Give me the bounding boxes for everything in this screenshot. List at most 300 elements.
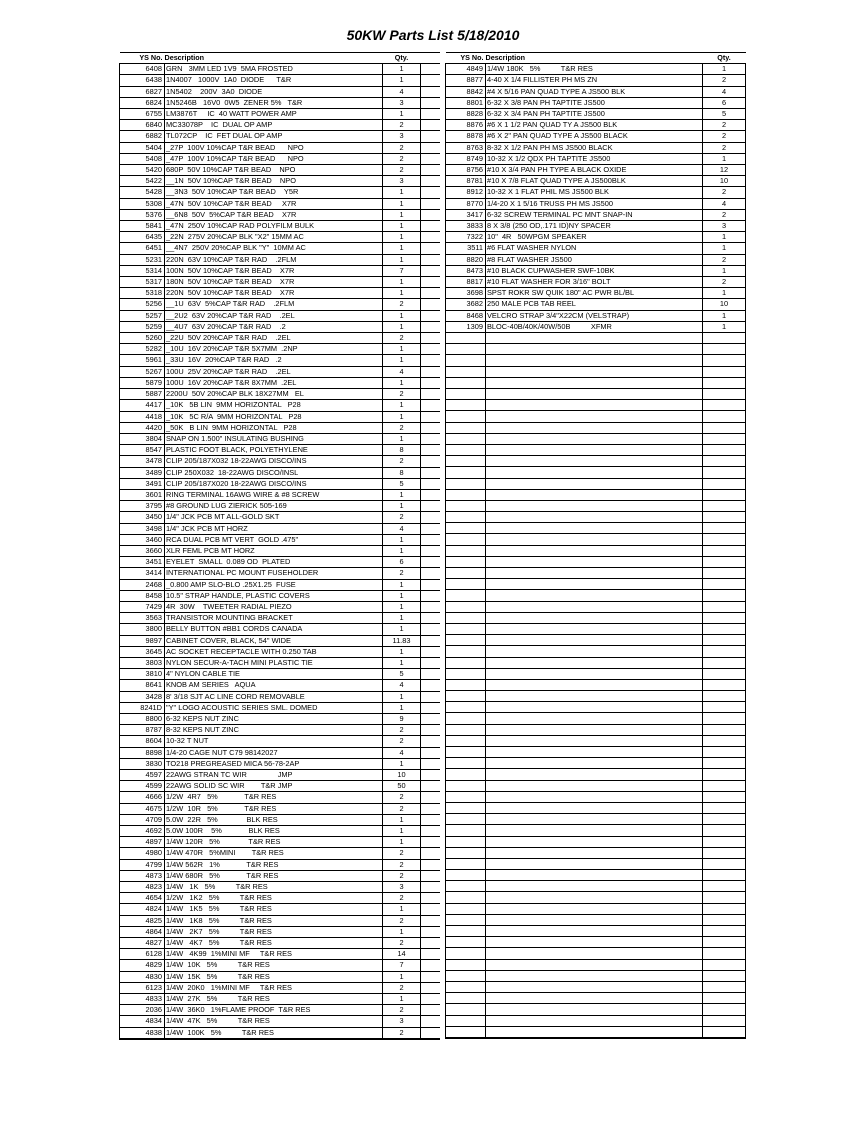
- description-cell: [486, 545, 703, 556]
- qty-cell: 4: [383, 680, 421, 691]
- description-cell: GRN 3MM LED 1V9 5MA FROSTED: [165, 64, 383, 75]
- ys-number-cell: 8458: [120, 590, 165, 601]
- ys-number-cell: 5404: [120, 142, 165, 153]
- description-cell: 180N 50V 10%CAP T&R BEAD X7R: [165, 277, 383, 288]
- description-cell: [486, 422, 703, 433]
- qty-cell: 4: [383, 366, 421, 377]
- description-cell: 1/4W 4K99 1%MINI MF T&R RES: [165, 949, 383, 960]
- table-row: [120, 198, 440, 209]
- ys-number-cell: [446, 780, 486, 791]
- description-cell: 6-32 SCREW TERMINAL PC MNT SNAP-IN: [486, 209, 703, 220]
- ys-number-cell: 8876: [446, 120, 486, 131]
- table-row: [120, 310, 440, 321]
- ys-number-cell: 4420: [120, 422, 165, 433]
- empty-table-row: [446, 344, 746, 355]
- table-row: [120, 624, 440, 635]
- ys-number-cell: [446, 366, 486, 377]
- empty-table-row: [446, 713, 746, 724]
- spacer-cell: [421, 310, 440, 321]
- ys-number-cell: 5282: [120, 344, 165, 355]
- table-row: [120, 411, 440, 422]
- qty-cell: 1: [383, 75, 421, 86]
- ys-number-cell: 3478: [120, 456, 165, 467]
- ys-number-cell: 6840: [120, 120, 165, 131]
- table-row: [446, 321, 746, 332]
- ys-number-cell: 3498: [120, 523, 165, 534]
- spacer-cell: [421, 702, 440, 713]
- description-cell: [486, 981, 703, 992]
- spacer-cell: [421, 445, 440, 456]
- ys-number-cell: 3804: [120, 433, 165, 444]
- qty-cell: 1: [383, 400, 421, 411]
- description-cell: [486, 769, 703, 780]
- qty-cell: 1: [383, 613, 421, 624]
- qty-cell: 2: [383, 153, 421, 164]
- table-row: [446, 176, 746, 187]
- ys-number-cell: [446, 657, 486, 668]
- qty-cell: 1: [383, 545, 421, 556]
- table-row: [120, 792, 440, 803]
- description-cell: _50K B LIN 9MM HORIZONTAL P28: [165, 422, 383, 433]
- ys-number-cell: 8468: [446, 310, 486, 321]
- description-cell: [486, 802, 703, 813]
- table-row: [120, 770, 440, 781]
- description-cell: [486, 433, 703, 444]
- description-cell: [486, 791, 703, 802]
- description-cell: INTERNATIONAL PC MOUNT FUSEHOLDER: [165, 568, 383, 579]
- description-cell: _10U 16V 20%CAP T&R 5X7MM .2NP: [165, 344, 383, 355]
- description-cell: LM3876T IC 40 WATT POWER AMP: [165, 109, 383, 120]
- qty-cell: 2: [383, 389, 421, 400]
- qty-cell: 7: [383, 960, 421, 971]
- qty-cell: 2: [383, 299, 421, 310]
- ys-number-cell: 4897: [120, 837, 165, 848]
- qty-cell: 50: [383, 781, 421, 792]
- ys-number-cell: 8770: [446, 198, 486, 209]
- qty-cell: 2: [383, 736, 421, 747]
- qty-cell: 2: [383, 456, 421, 467]
- description-cell: [486, 1004, 703, 1015]
- empty-table-row: [446, 914, 746, 925]
- ys-number-cell: 8787: [120, 725, 165, 736]
- ys-number-cell: 6755: [120, 109, 165, 120]
- spacer-cell: [421, 848, 440, 859]
- spacer-cell: [421, 523, 440, 534]
- ys-number-cell: [446, 635, 486, 646]
- description-cell: [486, 411, 703, 422]
- ys-number-cell: [446, 769, 486, 780]
- spacer-cell: [421, 680, 440, 691]
- table-row: [120, 680, 440, 691]
- ys-number-cell: 8473: [446, 265, 486, 276]
- spacer-cell: [421, 344, 440, 355]
- qty-cell: 2: [383, 120, 421, 131]
- empty-table-row: [446, 926, 746, 937]
- table-row: [120, 781, 440, 792]
- table-row: [120, 64, 440, 75]
- ys-number-cell: 5317: [120, 277, 165, 288]
- table-row: [120, 389, 440, 400]
- table-row: [120, 75, 440, 86]
- description-cell: [486, 926, 703, 937]
- spacer-cell: [421, 982, 440, 993]
- spacer-cell: [421, 893, 440, 904]
- table-row: [120, 456, 440, 467]
- qty-cell: [703, 344, 746, 355]
- description-cell: [486, 679, 703, 690]
- description-cell: 8-32 KEPS NUT ZINC: [165, 725, 383, 736]
- table-row: [120, 1005, 440, 1016]
- col-header-spacer: [421, 53, 440, 64]
- qty-cell: [703, 568, 746, 579]
- ys-number-cell: 4599: [120, 781, 165, 792]
- spacer-cell: [421, 915, 440, 926]
- ys-number-cell: [446, 433, 486, 444]
- description-cell: [486, 702, 703, 713]
- description-cell: 1/4" JCK PCB MT HORZ: [165, 523, 383, 534]
- ys-number-cell: [446, 791, 486, 802]
- qty-cell: 2: [383, 848, 421, 859]
- table-row: [446, 165, 746, 176]
- ys-number-cell: 5841: [120, 221, 165, 232]
- description-cell: VELCRO STRAP 3/4"X22CM (VELSTRAP): [486, 310, 703, 321]
- spacer-cell: [421, 501, 440, 512]
- ys-number-cell: 6123: [120, 982, 165, 993]
- table-row: [120, 960, 440, 971]
- qty-cell: 6: [703, 97, 746, 108]
- spacer-cell: [421, 489, 440, 500]
- ys-number-cell: [446, 422, 486, 433]
- description-cell: BELLY BUTTON #BB1 CORDS CANADA: [165, 624, 383, 635]
- table-row: [120, 657, 440, 668]
- spacer-cell: [421, 86, 440, 97]
- ys-number-cell: [446, 825, 486, 836]
- qty-cell: 1: [703, 153, 746, 164]
- ys-number-cell: 3601: [120, 489, 165, 500]
- ys-number-cell: 4799: [120, 859, 165, 870]
- ys-number-cell: 3803: [120, 657, 165, 668]
- description-cell: [486, 970, 703, 981]
- ys-number-cell: [446, 444, 486, 455]
- table-row: [120, 366, 440, 377]
- spacer-cell: [421, 814, 440, 825]
- qty-cell: 1: [383, 344, 421, 355]
- qty-cell: [703, 691, 746, 702]
- table-row: [120, 557, 440, 568]
- qty-cell: 1: [703, 310, 746, 321]
- ys-number-cell: [446, 456, 486, 467]
- ys-number-cell: [446, 612, 486, 623]
- spacer-cell: [421, 366, 440, 377]
- qty-cell: [703, 836, 746, 847]
- description-cell: 1/4W 100K 5% T&R RES: [165, 1027, 383, 1039]
- table-row: [120, 971, 440, 982]
- empty-table-row: [446, 1015, 746, 1026]
- qty-cell: 4: [703, 86, 746, 97]
- table-row: [120, 142, 440, 153]
- qty-cell: [703, 355, 746, 366]
- ys-number-cell: 3428: [120, 691, 165, 702]
- qty-cell: [703, 377, 746, 388]
- qty-cell: [703, 903, 746, 914]
- spacer-cell: [421, 691, 440, 702]
- ys-number-cell: 4709: [120, 814, 165, 825]
- ys-number-cell: 8241D: [120, 702, 165, 713]
- qty-cell: [703, 545, 746, 556]
- qty-cell: 1: [703, 321, 746, 332]
- empty-table-row: [446, 735, 746, 746]
- description-cell: 1/4W 562R 1% T&R RES: [165, 859, 383, 870]
- description-cell: _10K 5C R/A 9MM HORIZONTAL P28: [165, 411, 383, 422]
- col-header-ys-no: YS No.: [446, 53, 486, 64]
- description-cell: 1/4-20 X 1 5/16 TRUSS PH MS JS500: [486, 198, 703, 209]
- ys-number-cell: [446, 679, 486, 690]
- table-row: [120, 814, 440, 825]
- description-cell: __1N 50V 10%CAP T&R BEAD NPO: [165, 176, 383, 187]
- qty-cell: [703, 735, 746, 746]
- table-row: [446, 187, 746, 198]
- ys-number-cell: [446, 523, 486, 534]
- spacer-cell: [421, 971, 440, 982]
- qty-cell: [703, 758, 746, 769]
- description-cell: 10" 4R 50WPGM SPEAKER: [486, 232, 703, 243]
- description-cell: [486, 993, 703, 1004]
- description-cell: 22AWG STRAN TC WIR JMP: [165, 770, 383, 781]
- ys-number-cell: 3489: [120, 467, 165, 478]
- qty-cell: [703, 556, 746, 567]
- ys-number-cell: [446, 389, 486, 400]
- qty-cell: 1: [383, 232, 421, 243]
- qty-cell: [703, 1015, 746, 1026]
- qty-cell: 1: [383, 355, 421, 366]
- spacer-cell: [421, 657, 440, 668]
- spacer-cell: [421, 534, 440, 545]
- ys-number-cell: 5408: [120, 153, 165, 164]
- qty-cell: [703, 993, 746, 1004]
- description-cell: #6 X 1 1/2 PAN QUAD TY A JS500 BLK: [486, 120, 703, 131]
- qty-cell: [703, 489, 746, 500]
- ys-number-cell: 8547: [120, 445, 165, 456]
- description-cell: [486, 500, 703, 511]
- spacer-cell: [421, 75, 440, 86]
- qty-cell: [703, 724, 746, 735]
- spacer-cell: [421, 265, 440, 276]
- ys-number-cell: 6128: [120, 949, 165, 960]
- qty-cell: [703, 679, 746, 690]
- empty-table-row: [446, 993, 746, 1004]
- ys-number-cell: [446, 870, 486, 881]
- table-row: [120, 512, 440, 523]
- table-row: [120, 131, 440, 142]
- qty-cell: 1: [383, 277, 421, 288]
- description-cell: [486, 590, 703, 601]
- qty-cell: [703, 858, 746, 869]
- qty-cell: 1: [383, 579, 421, 590]
- description-cell: 1/4W 1K 5% T&R RES: [165, 882, 383, 893]
- spacer-cell: [421, 131, 440, 142]
- description-cell: 1/4" JCK PCB MT ALL-GOLD SKT: [165, 512, 383, 523]
- table-row: [120, 949, 440, 960]
- spacer-cell: [421, 232, 440, 243]
- ys-number-cell: 4849: [446, 64, 486, 75]
- ys-number-cell: 3451: [120, 557, 165, 568]
- qty-cell: [703, 780, 746, 791]
- description-cell: 4-40 X 1/4 FILLISTER PH MS ZN: [486, 75, 703, 86]
- description-cell: [486, 836, 703, 847]
- spacer-cell: [421, 456, 440, 467]
- spacer-cell: [421, 1027, 440, 1039]
- description-cell: RING TERMINAL 16AWG WIRE & #8 SCREW: [165, 489, 383, 500]
- empty-table-row: [446, 724, 746, 735]
- table-row: [120, 254, 440, 265]
- ys-number-cell: 3810: [120, 669, 165, 680]
- qty-cell: [703, 467, 746, 478]
- description-cell: [486, 601, 703, 612]
- qty-cell: 1: [383, 590, 421, 601]
- ys-number-cell: [446, 881, 486, 892]
- ys-number-cell: 3417: [446, 209, 486, 220]
- empty-table-row: [446, 456, 746, 467]
- empty-table-row: [446, 489, 746, 500]
- qty-cell: 1: [383, 646, 421, 657]
- ys-number-cell: 7322: [446, 232, 486, 243]
- description-cell: 1/4-20 CAGE NUT C79 98142027: [165, 747, 383, 758]
- table-row: [120, 758, 440, 769]
- qty-cell: [703, 411, 746, 422]
- table-row: [120, 982, 440, 993]
- description-cell: _47P 100V 10%CAP T&R BEAD NPO: [165, 153, 383, 164]
- ys-number-cell: 8817: [446, 277, 486, 288]
- ys-number-cell: 3563: [120, 613, 165, 624]
- qty-cell: 14: [383, 949, 421, 960]
- qty-cell: 1: [383, 657, 421, 668]
- description-cell: _22U 50V 20%CAP T&R RAD .2EL: [165, 333, 383, 344]
- spacer-cell: [421, 781, 440, 792]
- description-cell: 4" NYLON CABLE TIE: [165, 669, 383, 680]
- qty-cell: 2: [383, 915, 421, 926]
- table-row: [120, 445, 440, 456]
- qty-cell: 1: [703, 243, 746, 254]
- spacer-cell: [421, 870, 440, 881]
- qty-cell: 1: [383, 198, 421, 209]
- description-cell: [486, 870, 703, 881]
- description-cell: [486, 333, 703, 344]
- spacer-cell: [421, 377, 440, 388]
- ys-number-cell: [446, 556, 486, 567]
- ys-number-cell: [446, 914, 486, 925]
- spacer-cell: [421, 568, 440, 579]
- description-cell: [486, 937, 703, 948]
- empty-table-row: [446, 646, 746, 657]
- ys-number-cell: 4873: [120, 870, 165, 881]
- qty-cell: 2: [703, 209, 746, 220]
- ys-number-cell: [446, 344, 486, 355]
- description-cell: 1/4W 180K 5% T&R RES: [486, 64, 703, 75]
- spacer-cell: [421, 422, 440, 433]
- ys-number-cell: [446, 814, 486, 825]
- table-row: [446, 109, 746, 120]
- qty-cell: 1: [383, 377, 421, 388]
- qty-cell: 1: [383, 501, 421, 512]
- qty-cell: 4: [383, 747, 421, 758]
- table-row: [120, 646, 440, 657]
- qty-cell: 2: [383, 893, 421, 904]
- ys-number-cell: 4418: [120, 411, 165, 422]
- spacer-cell: [421, 590, 440, 601]
- table-row: [446, 86, 746, 97]
- qty-cell: 2: [383, 803, 421, 814]
- table-row: [120, 994, 440, 1005]
- ys-number-cell: 4597: [120, 770, 165, 781]
- table-header: [446, 53, 746, 64]
- ys-number-cell: 8749: [446, 153, 486, 164]
- qty-cell: [703, 523, 746, 534]
- spacer-cell: [421, 355, 440, 366]
- ys-number-cell: [446, 489, 486, 500]
- qty-cell: 1: [383, 691, 421, 702]
- qty-cell: [703, 389, 746, 400]
- description-cell: [486, 948, 703, 959]
- ys-number-cell: 4417: [120, 400, 165, 411]
- table-row: [120, 826, 440, 837]
- parts-table-right-body: [446, 64, 746, 1038]
- qty-cell: 1: [383, 624, 421, 635]
- spacer-cell: [421, 97, 440, 108]
- description-cell: 1/4W 680R 5% T&R RES: [165, 870, 383, 881]
- parts-table-left: [119, 52, 440, 1040]
- qty-cell: [703, 747, 746, 758]
- ys-number-cell: 9897: [120, 635, 165, 646]
- qty-cell: 1: [383, 411, 421, 422]
- qty-cell: [703, 926, 746, 937]
- qty-cell: [703, 444, 746, 455]
- ys-number-cell: [446, 668, 486, 679]
- spacer-cell: [421, 904, 440, 915]
- table-row: [120, 288, 440, 299]
- empty-table-row: [446, 411, 746, 422]
- table-row: [120, 1027, 440, 1039]
- table-row: [446, 243, 746, 254]
- description-cell: [486, 579, 703, 590]
- spacer-cell: [421, 624, 440, 635]
- qty-cell: 3: [383, 131, 421, 142]
- ys-number-cell: 8763: [446, 142, 486, 153]
- ys-number-cell: 8842: [446, 86, 486, 97]
- empty-table-row: [446, 881, 746, 892]
- ys-number-cell: 8898: [120, 747, 165, 758]
- table-row: [120, 579, 440, 590]
- table-row: [446, 120, 746, 131]
- description-cell: 1N5246B 16V0 0W5 ZENER 5% T&R: [165, 97, 383, 108]
- ys-number-cell: 3830: [120, 758, 165, 769]
- table-row: [446, 97, 746, 108]
- description-cell: SPST ROKR SW QUIK 180" AC PWR BL/BL: [486, 288, 703, 299]
- ys-number-cell: 8828: [446, 109, 486, 120]
- qty-cell: [703, 366, 746, 377]
- table-row: [120, 613, 440, 624]
- description-cell: 1/4W 20K0 1%MINI MF T&R RES: [165, 982, 383, 993]
- description-cell: TRANSISTOR MOUNTING BRACKET: [165, 613, 383, 624]
- description-cell: 6-32 X 3/4 PAN PH TAPTITE JS500: [486, 109, 703, 120]
- ys-number-cell: 8878: [446, 131, 486, 142]
- empty-table-row: [446, 981, 746, 992]
- ys-number-cell: 5376: [120, 209, 165, 220]
- qty-cell: 2: [383, 333, 421, 344]
- description-cell: [486, 747, 703, 758]
- qty-cell: 1: [703, 288, 746, 299]
- spacer-cell: [421, 411, 440, 422]
- empty-table-row: [446, 668, 746, 679]
